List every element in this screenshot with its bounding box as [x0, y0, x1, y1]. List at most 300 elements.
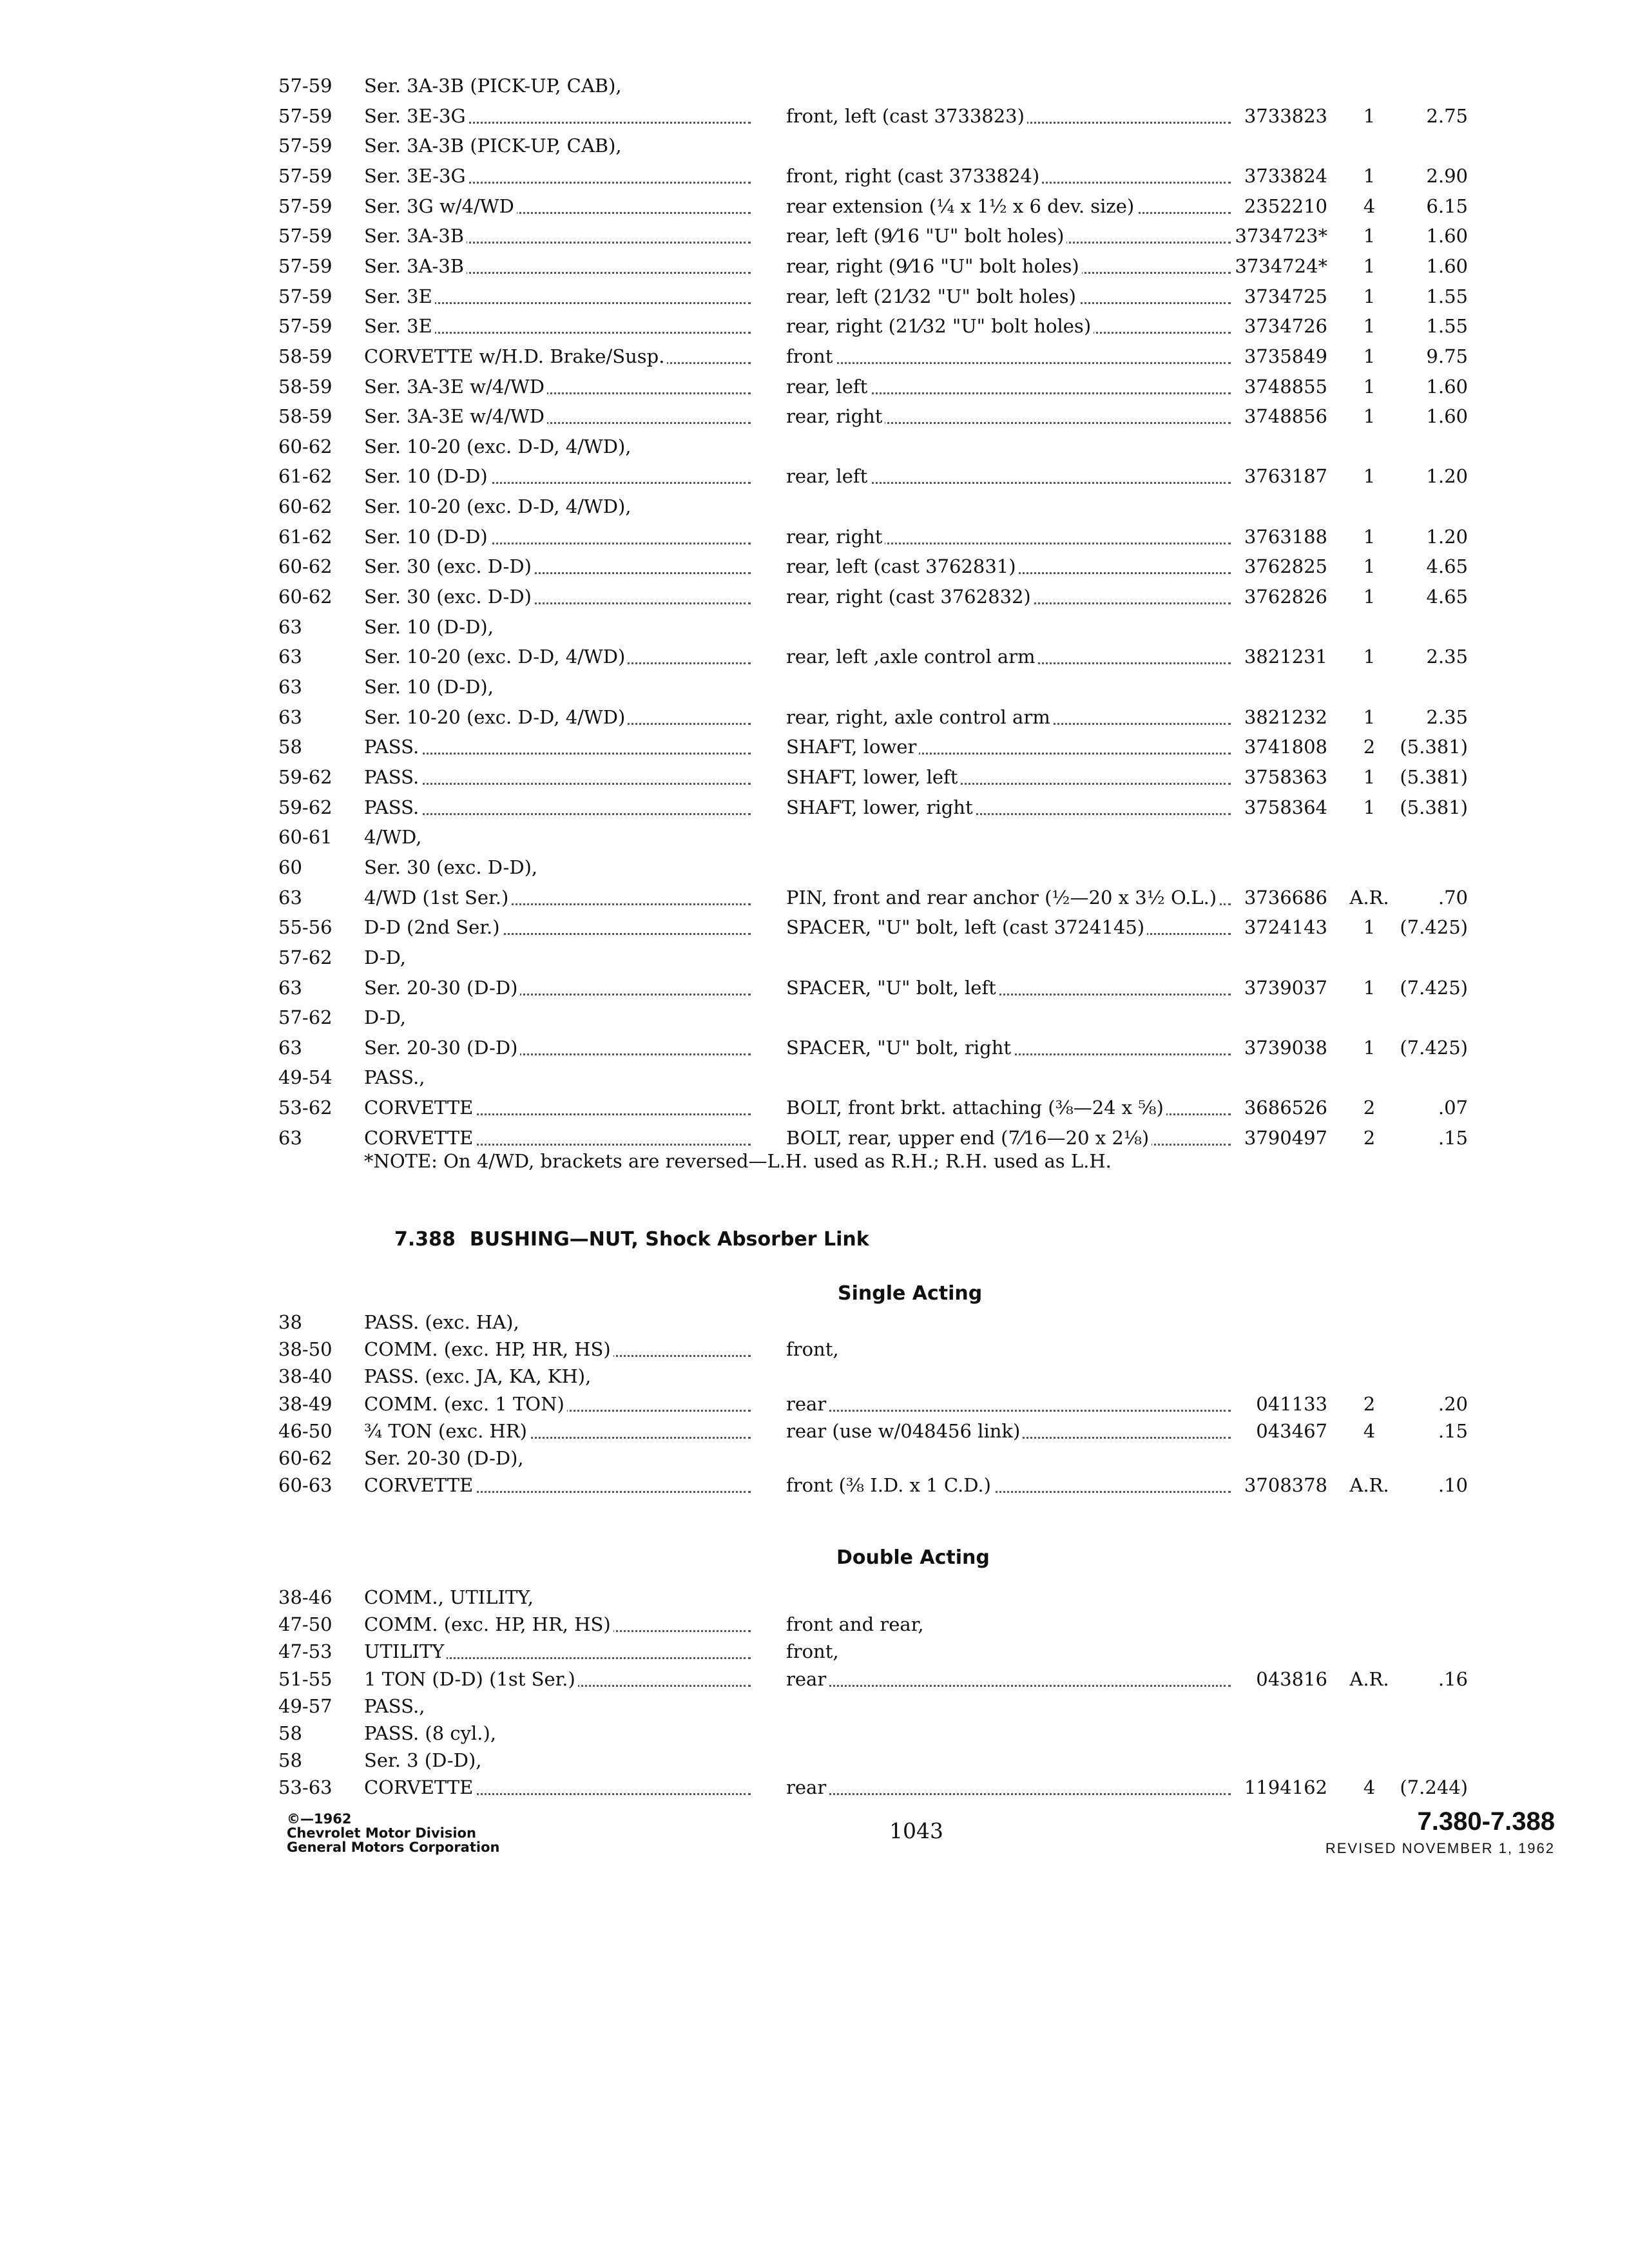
description	[786, 1417, 1231, 1445]
application-text: Ser. 3E	[364, 285, 435, 307]
publisher-block	[287, 1812, 499, 1854]
application-text: Ser. 20-30 (D-D)	[364, 1037, 520, 1059]
table-row	[0, 72, 1629, 100]
description-text	[786, 1749, 789, 1771]
description	[786, 222, 1231, 250]
description-text: rear, left ,axle control arm	[786, 646, 1038, 668]
year-range: 63	[278, 646, 302, 668]
price: (7.425)	[1400, 1036, 1468, 1059]
page-number: 1043	[889, 1818, 943, 1843]
application	[364, 883, 751, 912]
description-text	[786, 436, 789, 457]
quantity: 1	[1363, 555, 1376, 578]
description-text: BOLT, rear, upper end (7⁄16—20 x 2⅛)	[786, 1127, 1152, 1149]
part-number: 3739037	[1244, 976, 1327, 999]
application	[364, 1583, 751, 1611]
application-text: PASS.	[364, 736, 421, 758]
quantity: 2	[1363, 1097, 1376, 1119]
year-range: 49-57	[278, 1695, 333, 1717]
part-number: 3763188	[1244, 525, 1327, 548]
description	[786, 1124, 1231, 1152]
year-range: 57-59	[278, 255, 333, 277]
description-text	[786, 826, 789, 848]
table-row	[0, 733, 1629, 761]
application	[364, 222, 751, 250]
year-range: 38	[278, 1311, 302, 1333]
leader-dots	[786, 1685, 1231, 1687]
description-text: front and rear,	[786, 1613, 927, 1635]
quantity: 2	[1363, 736, 1376, 758]
year-range: 53-63	[278, 1776, 333, 1799]
year-range: 63	[278, 676, 302, 698]
table-row	[0, 1063, 1629, 1091]
year-range: 63	[278, 886, 302, 908]
application-text: D-D (2nd Ser.)	[364, 916, 503, 938]
application	[364, 1746, 751, 1774]
application-text: PASS.	[364, 766, 421, 788]
application-text: Ser. 10-20 (exc. D-D, 4/WD),	[364, 436, 634, 457]
description-text: rear	[786, 1668, 829, 1690]
description-text: BOLT, front brkt. attaching (⅜—24 x ⅝)	[786, 1097, 1166, 1119]
description-text: SHAFT, lower, right	[786, 796, 976, 818]
price: 4.65	[1426, 586, 1468, 608]
part-number: 3724143	[1244, 916, 1327, 939]
application-text: Ser. 3E-3G	[364, 165, 468, 187]
application-text: CORVETTE	[364, 1097, 476, 1119]
price: (5.381)	[1400, 765, 1468, 788]
description	[786, 974, 1231, 1002]
description	[786, 793, 1231, 822]
application-text: Ser. 30 (exc. D-D)	[364, 555, 534, 577]
description-text: rear, right	[786, 526, 885, 548]
quantity: 4	[1363, 1776, 1376, 1799]
application-text: Ser. 10 (D-D)	[364, 465, 490, 487]
application	[364, 1003, 751, 1032]
application-text: PASS. (8 cyl.),	[364, 1722, 499, 1744]
price: 2.35	[1426, 706, 1468, 728]
description	[786, 492, 1231, 521]
table-row	[0, 703, 1629, 731]
description-text	[786, 1066, 789, 1088]
table-row	[0, 1308, 1629, 1336]
table-row	[0, 402, 1629, 430]
year-range: 58	[278, 736, 302, 758]
year-range: 57-62	[278, 946, 333, 968]
part-number: 3758363	[1244, 765, 1327, 788]
year-range: 38-50	[278, 1338, 333, 1361]
table-row	[0, 462, 1629, 490]
table-row	[0, 673, 1629, 701]
year-range: 63	[278, 976, 302, 999]
application	[364, 733, 751, 761]
description-text	[786, 75, 789, 97]
part-number: 3762826	[1244, 586, 1327, 608]
part-number: 3733823	[1244, 104, 1327, 127]
description	[786, 913, 1231, 941]
application	[364, 372, 751, 401]
part-number: 043467	[1256, 1419, 1327, 1442]
description	[786, 1335, 1231, 1363]
table-row	[0, 1362, 1629, 1390]
quantity: 1	[1363, 586, 1376, 608]
table-row	[0, 582, 1629, 611]
quantity: 4	[1363, 1419, 1376, 1442]
description	[786, 252, 1231, 280]
application-text: 4/WD (1st Ser.)	[364, 887, 511, 908]
table-row	[0, 763, 1629, 791]
table-row	[0, 793, 1629, 822]
part-number: 3734726	[1244, 315, 1327, 338]
description	[786, 1444, 1231, 1472]
description-text: rear, left (9⁄16 "U" bolt holes)	[786, 225, 1066, 247]
application	[364, 402, 751, 430]
description	[786, 1063, 1231, 1091]
description-text: PIN, front and rear anchor (½—20 x 3½ O.L.)	[786, 887, 1219, 908]
table-row	[0, 1390, 1629, 1418]
table-row	[0, 1003, 1629, 1032]
year-range: 61-62	[278, 465, 333, 488]
quantity: 1	[1363, 375, 1376, 398]
description	[786, 1637, 1231, 1666]
application-text: Ser. 3E	[364, 315, 435, 337]
table-row	[0, 1637, 1629, 1666]
price: (5.381)	[1400, 736, 1468, 758]
year-range: 60	[278, 856, 302, 878]
quantity: 1	[1363, 345, 1376, 367]
description	[786, 192, 1231, 220]
description-text: rear, right	[786, 405, 885, 427]
application	[364, 1444, 751, 1472]
description-text	[786, 1695, 789, 1717]
part-number: 041133	[1256, 1392, 1327, 1415]
description-text: rear, left	[786, 376, 870, 398]
year-range: 38-49	[278, 1392, 333, 1415]
part-number: 3708378	[1244, 1474, 1327, 1497]
table-row	[0, 1444, 1629, 1472]
application-text: CORVETTE w/H.D. Brake/Susp.	[364, 345, 667, 367]
application	[364, 1610, 751, 1639]
year-range: 57-59	[278, 195, 333, 217]
year-range: 60-63	[278, 1474, 333, 1497]
year-range: 38-40	[278, 1365, 333, 1388]
part-number: 3821232	[1244, 706, 1327, 728]
application-text: 4/WD,	[364, 826, 424, 848]
description-text	[786, 616, 789, 638]
year-range: 58-59	[278, 375, 333, 398]
application	[364, 1637, 751, 1666]
application-text: Ser. 3E-3G	[364, 105, 468, 127]
application-text: Ser. 20-30 (D-D)	[364, 977, 520, 999]
application	[364, 642, 751, 671]
application	[364, 823, 751, 851]
application	[364, 943, 751, 972]
application	[364, 582, 751, 611]
year-range: 58-59	[278, 345, 333, 367]
application	[364, 974, 751, 1002]
description	[786, 312, 1231, 340]
quantity: A.R.	[1349, 886, 1389, 908]
table-row	[0, 1124, 1629, 1152]
description	[786, 763, 1231, 791]
application-text: 1 TON (D-D) (1st Ser.)	[364, 1668, 578, 1690]
quantity: 1	[1363, 315, 1376, 338]
quantity: 1	[1363, 706, 1376, 728]
price: (7.244)	[1400, 1776, 1468, 1799]
year-range: 59-62	[278, 765, 333, 788]
description	[786, 582, 1231, 611]
quantity: 1	[1363, 225, 1376, 247]
price: 2.90	[1426, 164, 1468, 187]
part-number: 3736686	[1244, 886, 1327, 908]
year-range: 53-62	[278, 1097, 333, 1119]
description	[786, 1719, 1231, 1747]
table-row	[0, 1093, 1629, 1122]
table-row	[0, 131, 1629, 160]
table-row	[0, 1033, 1629, 1062]
price: (5.381)	[1400, 796, 1468, 818]
year-range: 57-59	[278, 225, 333, 247]
description	[786, 1390, 1231, 1418]
year-range: 57-59	[278, 315, 333, 338]
application	[364, 703, 751, 731]
price: .15	[1438, 1419, 1468, 1442]
quantity: 1	[1363, 976, 1376, 999]
table-row	[0, 342, 1629, 370]
description	[786, 642, 1231, 671]
price: 1.60	[1426, 225, 1468, 247]
price: 1.60	[1426, 375, 1468, 398]
table-row	[0, 1719, 1629, 1747]
year-range: 51-55	[278, 1667, 333, 1690]
application-text: COMM. (exc. 1 TON)	[364, 1393, 567, 1415]
section-range: 7.380-7.388	[1417, 1807, 1555, 1836]
application	[364, 1063, 751, 1091]
description-text: rear, right (9⁄16 "U" bolt holes)	[786, 255, 1082, 277]
application-text: CORVETTE	[364, 1474, 476, 1496]
year-range: 63	[278, 1126, 302, 1149]
year-range: 60-62	[278, 555, 333, 578]
price: (7.425)	[1400, 976, 1468, 999]
description-text: SPACER, "U" bolt, left	[786, 977, 999, 999]
description-text	[786, 1006, 789, 1028]
application-text: PASS.,	[364, 1695, 427, 1717]
quantity: 4	[1363, 195, 1376, 217]
year-range: 57-59	[278, 164, 333, 187]
application	[364, 1093, 751, 1122]
description	[786, 613, 1231, 641]
application	[364, 552, 751, 581]
price: 4.65	[1426, 555, 1468, 578]
year-range: 63	[278, 706, 302, 728]
description	[786, 102, 1231, 130]
application	[364, 492, 751, 521]
year-range: 61-62	[278, 525, 333, 548]
application	[364, 913, 751, 941]
description	[786, 372, 1231, 401]
table-row	[0, 1610, 1629, 1639]
table-row	[0, 492, 1629, 521]
description-text: rear extension (¼ x 1½ x 6 dev. size)	[786, 195, 1137, 217]
application-text: Ser. 10 (D-D),	[364, 676, 496, 698]
application	[364, 72, 751, 100]
description-text: front,	[786, 1640, 842, 1662]
quantity: 1	[1363, 255, 1376, 277]
part-number: 3686526	[1244, 1097, 1327, 1119]
leader-dots	[364, 753, 751, 754]
application-text: CORVETTE	[364, 1127, 476, 1149]
year-range: 58-59	[278, 405, 333, 428]
application	[364, 1692, 751, 1720]
year-range: 59-62	[278, 796, 333, 818]
leader-dots	[364, 783, 751, 785]
application	[364, 192, 751, 220]
table-row	[0, 372, 1629, 401]
part-number: 043816	[1256, 1667, 1327, 1690]
description-text: SHAFT, lower, left	[786, 766, 960, 788]
table-row	[0, 523, 1629, 551]
description	[786, 1583, 1231, 1611]
table-row	[0, 432, 1629, 461]
application-text: Ser. 3G w/4/WD	[364, 195, 517, 217]
table-row	[0, 282, 1629, 311]
description-text: front,	[786, 1338, 842, 1360]
quantity: 1	[1363, 765, 1376, 788]
description	[786, 462, 1231, 490]
description	[786, 72, 1231, 100]
application-text: Ser. 10 (D-D),	[364, 616, 496, 638]
table-row	[0, 1417, 1629, 1445]
description-text: front (⅜ I.D. x 1 C.D.)	[786, 1474, 994, 1496]
application	[364, 793, 751, 822]
application	[364, 1665, 751, 1693]
part-number: 3762825	[1244, 555, 1327, 578]
quantity: 1	[1363, 796, 1376, 818]
description-text	[786, 135, 789, 157]
year-range: 60-61	[278, 826, 333, 849]
application	[364, 763, 751, 791]
application-text: Ser. 3A-3B (PICK-UP, CAB),	[364, 75, 624, 97]
description	[786, 1773, 1231, 1802]
description-text: SHAFT, lower	[786, 736, 919, 758]
application-text: Ser. 3A-3E w/4/WD	[364, 376, 547, 398]
application	[364, 523, 751, 551]
application	[364, 312, 751, 340]
section-heading	[394, 1228, 869, 1251]
description-text: rear (use w/048456 link)	[786, 1420, 1023, 1442]
description-text	[786, 495, 789, 517]
quantity: A.R.	[1349, 1667, 1389, 1690]
year-range: 60-62	[278, 495, 333, 518]
description	[786, 823, 1231, 851]
description-text: front, right (cast 3733824)	[786, 165, 1042, 187]
year-range: 57-59	[278, 135, 333, 157]
table-row	[0, 913, 1629, 941]
part-number: 1194162	[1244, 1776, 1327, 1799]
year-range: 60-62	[278, 1447, 333, 1469]
description	[786, 402, 1231, 430]
quantity: A.R.	[1349, 1474, 1389, 1497]
table-row	[0, 1773, 1629, 1802]
description-text: rear	[786, 1776, 829, 1798]
application-text: COMM., UTILITY,	[364, 1586, 536, 1608]
application	[364, 1417, 751, 1445]
application	[364, 432, 751, 461]
description-text	[786, 1586, 789, 1608]
description	[786, 883, 1231, 912]
description-text: rear, right (21⁄32 "U" bolt holes)	[786, 315, 1094, 337]
leader-dots	[364, 813, 751, 815]
price: .15	[1438, 1126, 1468, 1149]
application-text: PASS.	[364, 796, 421, 818]
description	[786, 733, 1231, 761]
description-text: rear, left (cast 3762831)	[786, 555, 1019, 577]
quantity: 1	[1363, 285, 1376, 307]
application-text: PASS. (exc. JA, KA, KH),	[364, 1365, 593, 1387]
corporation-name: General Motors Corporation	[287, 1840, 500, 1855]
price: 1.20	[1426, 465, 1468, 488]
quantity: 2	[1363, 1392, 1376, 1415]
year-range: 63	[278, 615, 302, 638]
description	[786, 131, 1231, 160]
description-text	[786, 856, 789, 878]
year-range: 60-62	[278, 586, 333, 608]
table-row	[0, 222, 1629, 250]
application-text: Ser. 3A-3B	[364, 255, 467, 277]
revision-date: REVISED NOVEMBER 1, 1962	[1325, 1840, 1555, 1856]
quantity: 1	[1363, 405, 1376, 428]
part-number: 3821231	[1244, 646, 1327, 668]
application	[364, 1390, 751, 1418]
leader-dots	[786, 1410, 1231, 1412]
part-number: 3733824	[1244, 164, 1327, 187]
year-range: 57-62	[278, 1006, 333, 1029]
application-text: PASS. (exc. HA),	[364, 1311, 522, 1333]
description	[786, 552, 1231, 581]
price: 1.60	[1426, 255, 1468, 277]
application	[364, 252, 751, 280]
leader-dots	[786, 362, 1231, 364]
leader-dots	[786, 1793, 1231, 1795]
application	[364, 1033, 751, 1062]
table-row	[0, 1746, 1629, 1774]
description-text: front, left (cast 3733823)	[786, 105, 1027, 127]
price: 9.75	[1426, 345, 1468, 367]
price: 2.35	[1426, 646, 1468, 668]
application	[364, 342, 751, 370]
table-row	[0, 1692, 1629, 1720]
application-text: PASS.,	[364, 1066, 427, 1088]
application	[364, 162, 751, 190]
price: 2.75	[1426, 104, 1468, 127]
description	[786, 703, 1231, 731]
price: 1.55	[1426, 285, 1468, 307]
description	[786, 342, 1231, 370]
quantity: 1	[1363, 646, 1376, 668]
table-row	[0, 853, 1629, 881]
description	[786, 1665, 1231, 1693]
part-number: 3748855	[1244, 375, 1327, 398]
description	[786, 1093, 1231, 1122]
year-range: 57-59	[278, 285, 333, 307]
quantity: 2	[1363, 1126, 1376, 1149]
description	[786, 1692, 1231, 1720]
application-text: Ser. 20-30 (D-D),	[364, 1447, 526, 1469]
description-text: front	[786, 345, 835, 367]
price: (7.425)	[1400, 916, 1468, 939]
description	[786, 1003, 1231, 1032]
year-range: 58	[278, 1749, 302, 1772]
description-text: rear, left	[786, 465, 870, 487]
